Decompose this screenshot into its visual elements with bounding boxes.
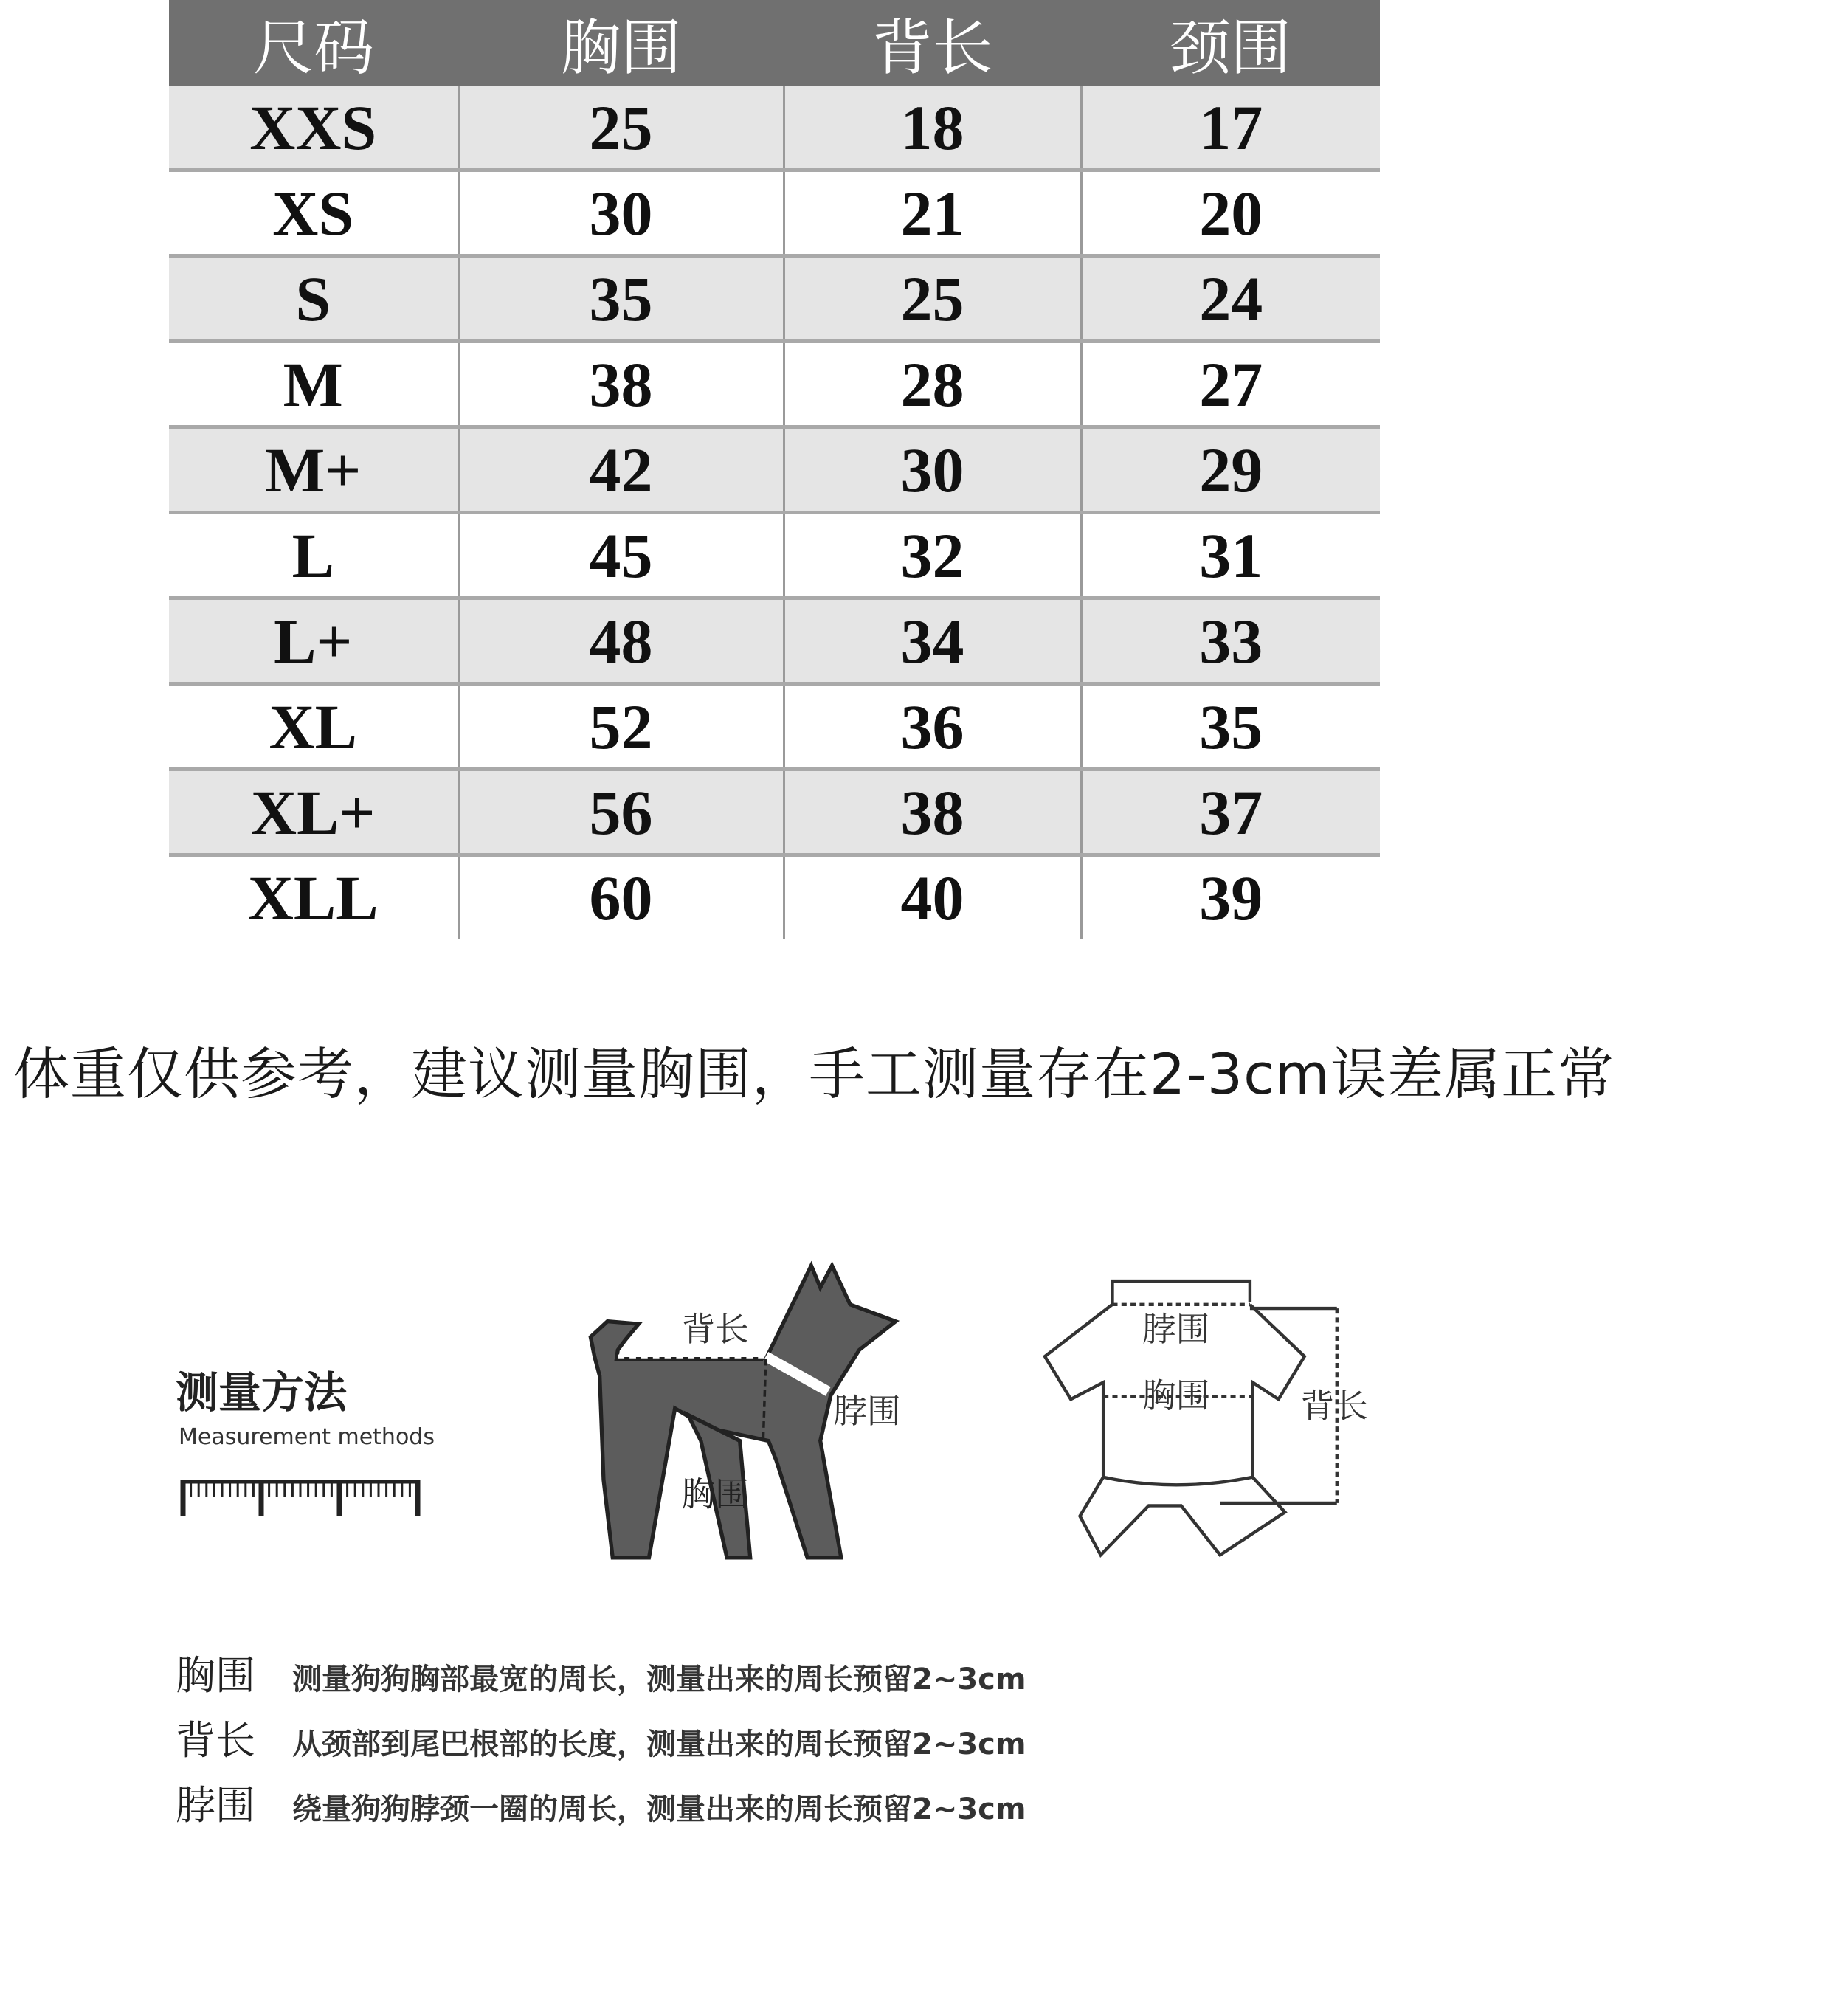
measurement-method-title: 测量方法 [176, 1367, 348, 1418]
size-cell: XXS [169, 86, 458, 170]
chest-cell: 42 [458, 427, 784, 513]
size-cell: L+ [169, 598, 458, 684]
header-chest: 胸围 [458, 0, 784, 86]
size-cell: L [169, 513, 458, 598]
size-cell: M [169, 342, 458, 427]
neck-cell: 31 [1081, 513, 1380, 598]
size-cell: S [169, 256, 458, 342]
shirt-label-back: 背长 [1300, 1386, 1368, 1426]
neck-cell: 39 [1199, 862, 1263, 933]
header-neck: 颈围 [1081, 0, 1380, 86]
chest-cell: 35 [458, 256, 784, 342]
description-key: 脖围 [176, 1782, 255, 1829]
chest-cell: 48 [458, 598, 784, 684]
chest-cell: 30 [458, 170, 784, 256]
neck-cell: 20 [1081, 170, 1380, 256]
neck-cell: 35 [1081, 684, 1380, 770]
size-cell: XS [169, 170, 458, 256]
dog-label-back: 背长 [681, 1310, 749, 1350]
back-length-cell: 32 [784, 513, 1081, 598]
back-length-cell: 30 [784, 427, 1081, 513]
description-neck [176, 1774, 1026, 1831]
chest-cell: 45 [458, 513, 784, 598]
description-chest [176, 1644, 1026, 1701]
neck-cell: 17 [1081, 86, 1380, 170]
chest-cell: 52 [458, 684, 784, 770]
shirt-label-chest: 胸围 [1142, 1375, 1210, 1415]
neck-cell: 29 [1081, 427, 1380, 513]
chest-cell: 56 [458, 770, 784, 855]
description-text: 绕量狗狗脖颈一圈的周长，测量出来的周长预留2~3cm [292, 1792, 1026, 1826]
shirt-label-neck: 脖围 [1142, 1310, 1210, 1350]
back-length-cell: 34 [784, 598, 1081, 684]
measurement-method-subtitle: Measurement methods [179, 1424, 435, 1450]
back-length-cell: 28 [784, 342, 1081, 427]
back-length-cell: 25 [784, 256, 1081, 342]
description-key: 背长 [176, 1717, 255, 1764]
dog-label-neck: 脖围 [833, 1391, 901, 1431]
shirt-illustration [1045, 1281, 1368, 1555]
back-length-cell: 18 [784, 86, 1081, 170]
ruler-icon [182, 1480, 418, 1516]
description-text: 测量狗狗胸部最宽的周长，测量出来的周长预留2~3cm [292, 1663, 1026, 1696]
size-cell: XL [169, 684, 458, 770]
chest-cell: 38 [458, 342, 784, 427]
back-length-cell: 38 [784, 770, 1081, 855]
header-size: 尺码 [169, 0, 458, 86]
neck-cell: 27 [1081, 342, 1380, 427]
chest-cell: 25 [458, 86, 784, 170]
description-text: 从颈部到尾巴根部的长度，测量出来的周长预留2~3cm [292, 1727, 1026, 1761]
dog-illustration [590, 1266, 900, 1558]
description-back-length [176, 1709, 1026, 1766]
back-length-cell: 40 [784, 855, 1081, 939]
size-cell: XLL [169, 855, 458, 939]
neck-cell: 24 [1081, 256, 1380, 342]
dog-label-chest: 胸围 [681, 1474, 749, 1514]
neck-cell: 33 [1081, 598, 1380, 684]
description-key: 胸围 [176, 1652, 255, 1699]
chest-cell: 60 [458, 855, 784, 939]
measurement-note: 体重仅供参考，建议测量胸围，手工测量存在2-3cm误差属正常 [13, 1041, 1615, 1107]
size-cell: XL+ [169, 770, 458, 855]
back-length-cell: 36 [784, 684, 1081, 770]
header-back-length: 背长 [784, 0, 1081, 86]
neck-cell: 37 [1081, 770, 1380, 855]
size-cell: M+ [169, 427, 458, 513]
back-length-cell: 21 [784, 170, 1081, 256]
